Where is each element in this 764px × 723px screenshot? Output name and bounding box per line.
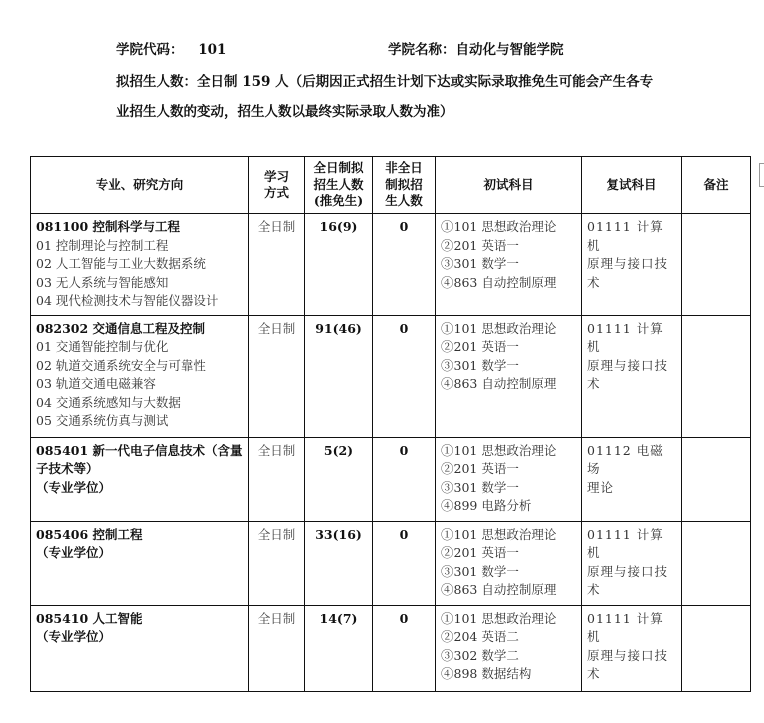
initial-exam-cell <box>436 214 582 316</box>
retest-line: 理论 <box>587 479 615 495</box>
enrollment-note-line2: 业招生人数的变动，招生人数以最终实际录取人数为准） <box>116 104 454 120</box>
table-header-row <box>31 157 751 214</box>
exam-subject: ④898 数据结构 <box>441 666 532 681</box>
college-code <box>116 38 226 58</box>
exam-subject: ②201 英语一 <box>441 461 519 476</box>
major-title: 085406 控制工程 <box>36 526 143 542</box>
exam-subject: ①101 思想政治理论 <box>441 526 557 542</box>
parttime-quota: 0 <box>373 315 436 437</box>
table-row <box>31 315 751 437</box>
major-cell <box>31 214 249 316</box>
exam-subject: ②201 英语一 <box>441 545 519 560</box>
retest-exam-cell <box>582 437 682 521</box>
exam-subject: ③301 数学一 <box>441 256 519 271</box>
direction-item: 02 人工智能与工业大数据系统 <box>36 256 206 271</box>
study-mode: 全日制 <box>249 605 305 691</box>
fulltime-quota: 16(9) <box>305 214 373 316</box>
fulltime-quota: 14(7) <box>305 605 373 691</box>
direction-item: 05 交通系统仿真与测试 <box>36 413 169 428</box>
retest-line: 术 <box>587 274 601 290</box>
degree-type: （专业学位） <box>36 629 112 644</box>
header-major: 专业、研究方向 <box>31 157 249 214</box>
college-name-value: 自动化与智能学院 <box>455 42 564 58</box>
table-row <box>31 437 751 521</box>
direction-item: 02 轨道交通系统安全与可靠性 <box>36 357 206 373</box>
initial-exam-cell <box>436 437 582 521</box>
exam-subject: ②204 英语二 <box>441 629 519 644</box>
study-mode: 全日制 <box>249 214 305 316</box>
retest-line: 01112 电磁场 <box>587 442 664 476</box>
retest-line: 原理与接口技 <box>587 647 669 663</box>
enrollment-note-line1: 拟招生人数：全日制 159 人（后期因正式招生计划下达或实际录取推免生可能会产生各专 <box>116 74 654 90</box>
retest-line: 01111 计算机 <box>587 320 664 354</box>
retest-exam-cell <box>582 605 682 691</box>
note-cell <box>682 437 751 521</box>
table-row <box>31 605 751 691</box>
fulltime-quota: 33(16) <box>305 521 373 605</box>
direction-item: 01 控制理论与控制工程 <box>36 237 169 253</box>
page-edge-mark <box>759 163 764 187</box>
retest-line: 原理与接口技 <box>587 256 669 271</box>
fulltime-quota: 91(46) <box>305 315 373 437</box>
major-cell <box>31 605 249 691</box>
retest-line: 术 <box>587 582 601 597</box>
exam-subject: ③301 数学一 <box>441 479 519 495</box>
header-retest-exam: 复试科目 <box>582 157 682 214</box>
retest-line: 01111 计算机 <box>587 610 664 644</box>
major-cell <box>31 521 249 605</box>
retest-line: 01111 计算机 <box>587 219 664 253</box>
exam-subject: ②201 英语一 <box>441 237 519 253</box>
initial-exam-cell <box>436 315 582 437</box>
initial-exam-cell <box>436 521 582 605</box>
retest-line: 01111 计算机 <box>587 526 664 560</box>
direction-item: 01 交通智能控制与优化 <box>36 339 169 354</box>
exam-subject: ①101 思想政治理论 <box>441 610 557 626</box>
exam-subject: ③302 数学二 <box>441 647 519 663</box>
note-cell <box>682 605 751 691</box>
direction-item: 04 现代检测技术与智能仪器设计 <box>36 293 219 308</box>
initial-exam-cell <box>436 605 582 691</box>
header-parttime-quota: 非全日 制拟招 生人数 <box>373 157 436 214</box>
exam-subject: ④863 自动控制原理 <box>441 582 557 597</box>
table-row <box>31 521 751 605</box>
retest-line: 术 <box>587 666 601 681</box>
exam-subject: ③301 数学一 <box>441 563 519 579</box>
exam-subject: ④863 自动控制原理 <box>441 274 557 290</box>
retest-line: 原理与接口技 <box>587 357 669 373</box>
major-cell <box>31 437 249 521</box>
header-note: 备注 <box>682 157 751 214</box>
direction-item: 04 交通系统感知与大数据 <box>36 394 181 410</box>
header-initial-exam: 初试科目 <box>436 157 582 214</box>
study-mode: 全日制 <box>249 315 305 437</box>
college-code-value: 101 <box>198 42 227 58</box>
study-mode: 全日制 <box>249 521 305 605</box>
exam-subject: ①101 思想政治理论 <box>441 442 557 458</box>
exam-subject: ③301 数学一 <box>441 357 519 373</box>
note-cell <box>682 214 751 316</box>
fulltime-quota: 5(2) <box>305 437 373 521</box>
direction-item: 03 无人系统与智能感知 <box>36 274 169 290</box>
college-code-label: 学院代码： <box>116 42 184 58</box>
parttime-quota: 0 <box>373 437 436 521</box>
header-study-mode: 学习 方式 <box>249 157 305 214</box>
parttime-quota: 0 <box>373 605 436 691</box>
degree-type: （专业学位） <box>36 545 112 560</box>
parttime-quota: 0 <box>373 521 436 605</box>
exam-subject: ①101 思想政治理论 <box>441 320 557 336</box>
major-title: 085401 新一代电子信息技术（含量子技术等） <box>36 442 243 476</box>
major-cell <box>31 315 249 437</box>
college-name <box>388 38 564 58</box>
retest-line: 原理与接口技 <box>587 563 669 579</box>
direction-item: 03 轨道交通电磁兼容 <box>36 376 156 391</box>
college-name-label: 学院名称： <box>388 42 456 58</box>
parttime-quota: 0 <box>373 214 436 316</box>
exam-subject: ①101 思想政治理论 <box>441 219 557 234</box>
degree-type: （专业学位） <box>36 479 112 495</box>
major-title: 081100 控制科学与工程 <box>36 219 181 234</box>
table-row <box>31 214 751 316</box>
note-cell <box>682 521 751 605</box>
header-fulltime-quota: 全日制拟 招生人数 (推免生) <box>305 157 373 214</box>
major-title: 085410 人工智能 <box>36 610 143 626</box>
exam-subject: ②201 英语一 <box>441 339 519 354</box>
major-title: 082302 交通信息工程及控制 <box>36 320 206 336</box>
retest-exam-cell <box>582 315 682 437</box>
exam-subject: ④899 电路分析 <box>441 498 532 513</box>
exam-subject: ④863 自动控制原理 <box>441 376 557 391</box>
retest-line: 术 <box>587 376 601 391</box>
note-cell <box>682 315 751 437</box>
enrollment-table <box>30 156 751 692</box>
retest-exam-cell <box>582 521 682 605</box>
study-mode: 全日制 <box>249 437 305 521</box>
retest-exam-cell <box>582 214 682 316</box>
